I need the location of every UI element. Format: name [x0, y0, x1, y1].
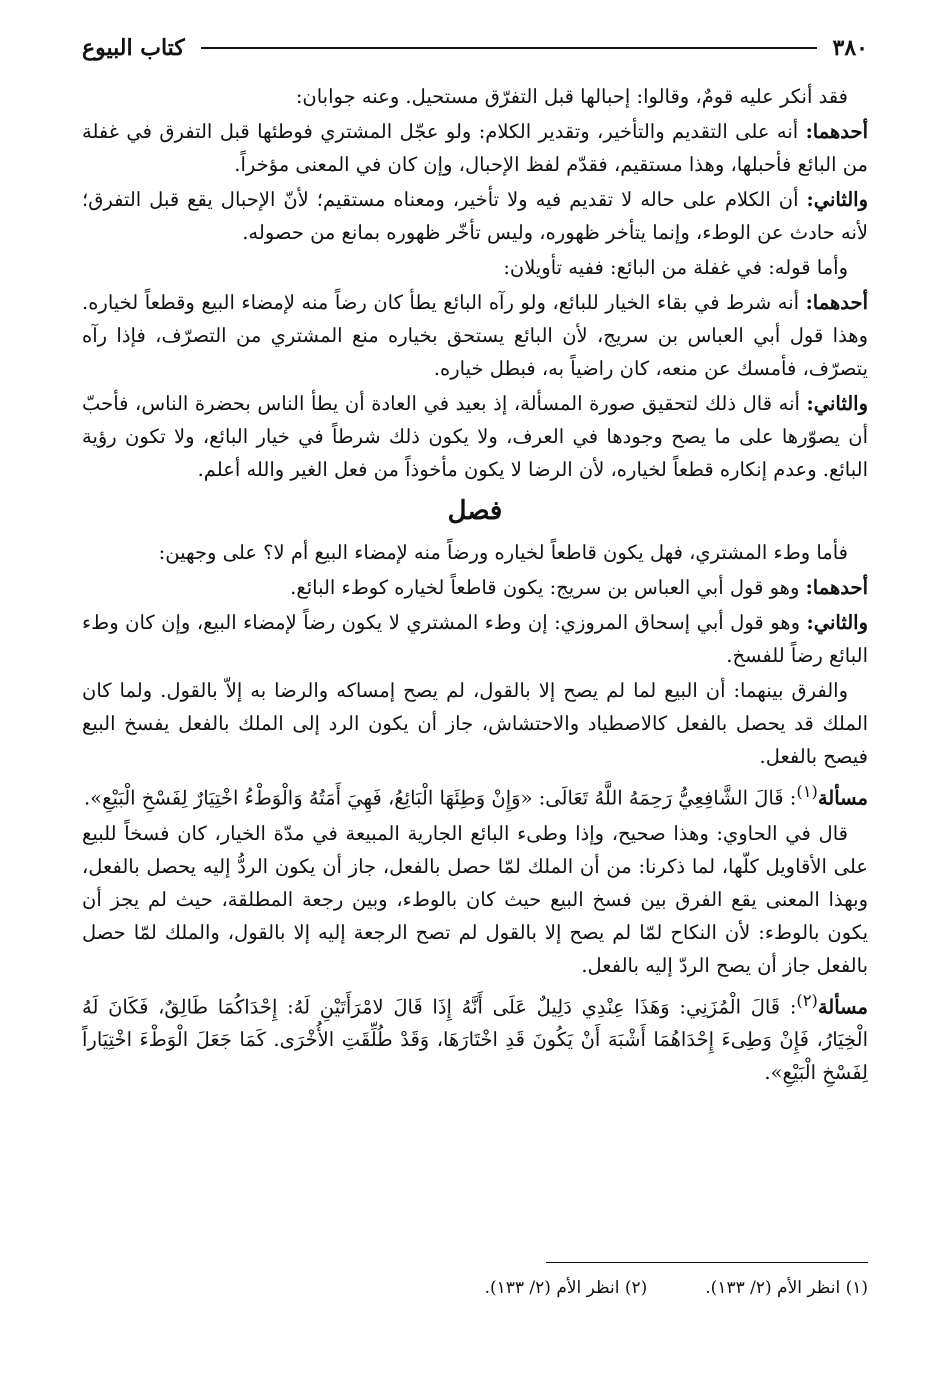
paragraph-5: أحدهما: أنه شرط في بقاء الخيار للبائع، ولو رآه البائع يطأ كان رضاً منه لإمضاء البيع وقطعاً لخياره. وهذا قول أبي العباس بن سريج، لأن البائع يستحق بخياره منع المشتري من التصرّف، فإذا رآه يتصرّف، فأمسك عن منعه، كان راضياً به، فبطل خياره.	[82, 291, 868, 380]
paragraph-8: أحدهما: وهو قول أبي العباس بن سريج: يكون قاطعاً لخياره كوطء البائع.	[290, 576, 868, 599]
header-rule	[201, 47, 817, 49]
paragraph-4: وأما قوله: في غفلة من البائع: ففيه تأويلان:	[503, 256, 848, 279]
page-number: ٣٨٠	[832, 35, 868, 61]
paragraph-label: أحدهما:	[805, 576, 868, 599]
paragraph-2: أحدهما: أنه على التقديم والتأخير، وتقدير الكلام: ولو عجّل المشتري فوطئها قبل التفرق في غفلة من البائع فأحبلها، وهذا مستقيم، فقدّم لفظ الإحبال، وإن كان في المعنى مؤخراً.	[82, 120, 868, 176]
footnote-rule	[546, 1262, 868, 1263]
paragraph-7: فأما وطء المشتري، فهل يكون قاطعاً لخياره ورضاً منه لإمضاء البيع أم لا؟ على وجهين:	[158, 541, 848, 564]
footnote-2: (٢) انظر الأم (٢/ ١٣٣).	[484, 1278, 648, 1298]
footnotes	[82, 1278, 868, 1298]
footnote-ref: (١)	[796, 782, 818, 801]
paragraph-11: مسألة$^{(١)}$: قَالَ الشَّافِعِيُّ رَحِمَهُ اللَّهُ تَعَالَى: «وَإِنْ وَطِئَهَا الْبَائِعُ، فَهِيَ أَمَتُهُ وَالْوَطْءُ اخْتِيَارٌ لِفَسْخِ الْبَيْعِ».	[83, 782, 868, 810]
paragraph-label: مسألة	[817, 995, 868, 1018]
page	[82, 30, 868, 1091]
paragraph-9: والثاني: وهو قول أبي إسحاق المروزي: إن وطء المشتري لا يكون رضاً لإمضاء البيع، وإن كان وطء البائع رضاً للفسخ.	[82, 611, 868, 667]
paragraph-13: مسألة$^{(٢)}$: قَالَ الْمُزَنِي: وَهَذَا عِنْدِي دَلِيلٌ عَلَى أَنَّهُ إِذَا قَالَ لامْرَأَتَيْنِ لَهُ: إِحْدَاكُمَا طَالِقٌ، فَكَانَ لَهُ الْخِيَارُ، فَإِنْ وَطِىءَ إِحْدَاهُمَا أَشْبَهَ أَنْ يَكُونَ قَدِ اخْتَارَهَا، وَقَدْ طُلِّقَتِ الأُخْرَى. كَمَا جَعَلَ الْوَطْءَ اخْتِيَاراً لِفَسْخِ الْبَيْعِ».	[82, 990, 868, 1084]
paragraph-3: والثاني: أن الكلام على حاله لا تقديم فيه ولا تأخير، ومعناه مستقيم؛ لأنّ الإحبال يقع قبل التفرق؛ لأنه حادث عن الوطء، وإنما يتأخر ظهوره، وليس تأخّر ظهوره بمانع من حصوله.	[82, 188, 869, 244]
paragraph-6: والثاني: أنه قال ذلك لتحقيق صورة المسألة، إذ بعيد في العادة أن يطأ الناس بحضرة الناس، فأحبّ أن يصوّرها على ما يصح وجودها في العرف، ولا يكون ذلك شرطاً في خيار البائع، ولا تكون رؤية البائع. وعدم إنكاره قطعاً لخياره، لأن الرضا لا يكون مأخوذاً من فعل الغير والله أعلم.	[82, 392, 869, 481]
paragraph-label: والثاني:	[806, 611, 868, 634]
paragraph-label: أحدهما:	[805, 291, 868, 314]
paragraph-label: مسألة	[817, 786, 868, 810]
page-header	[82, 30, 868, 66]
paragraph-label: أحدهما:	[805, 120, 868, 143]
paragraph-1: فقد أنكر عليه قومٌ، وقالوا: إحبالها قبل التفرّق مستحيل. وعنه جوابان:	[295, 85, 848, 108]
section-title: فصل	[447, 496, 503, 526]
paragraph-10: والفرق بينهما: أن البيع لما لم يصح إلا بالقول، لم يصح إمساكه والرضا به إلاّ بالقول. ولما كان الملك قد يحصل بالفعل كالاصطياد والاحتشاش، جاز أن يكون الرد إلى الملك بالفعل يفسخ البيع فيصح بالفعل.	[82, 679, 868, 768]
footnote-1: (١) انظر الأم (٢/ ١٣٣).	[705, 1278, 868, 1298]
paragraph-label: والثاني:	[806, 188, 869, 211]
paragraph-label: والثاني:	[806, 392, 869, 415]
footnote-ref: (٢)	[796, 990, 818, 1010]
paragraph-12: قال في الحاوي: وهذا صحيح، وإذا وطىء البائع الجارية المبيعة في مدّة الخيار، كان فسخاً للبيع على الأقاويل كلّها، لما ذكرنا: من أن الملك لمّا حصل بالفعل، جاز أن يكون الردُّ إليه يحصل بالفعل، وبهذا المعنى يقع الفرق بين فسخ البيع حيث كان بالوطء، وبين رجعة المطلقة، حيث لم يجز أن يكون بالوطء: لأن النكاح لمّا لم يصح إلا بالقول لم تصح الرجعة إليه إلا بالقول، والملك لمّا حصل بالفعل جاز أن يصح الردّ إليه بالفعل.	[82, 821, 868, 977]
book-title: كتاب البيوع	[82, 35, 185, 61]
